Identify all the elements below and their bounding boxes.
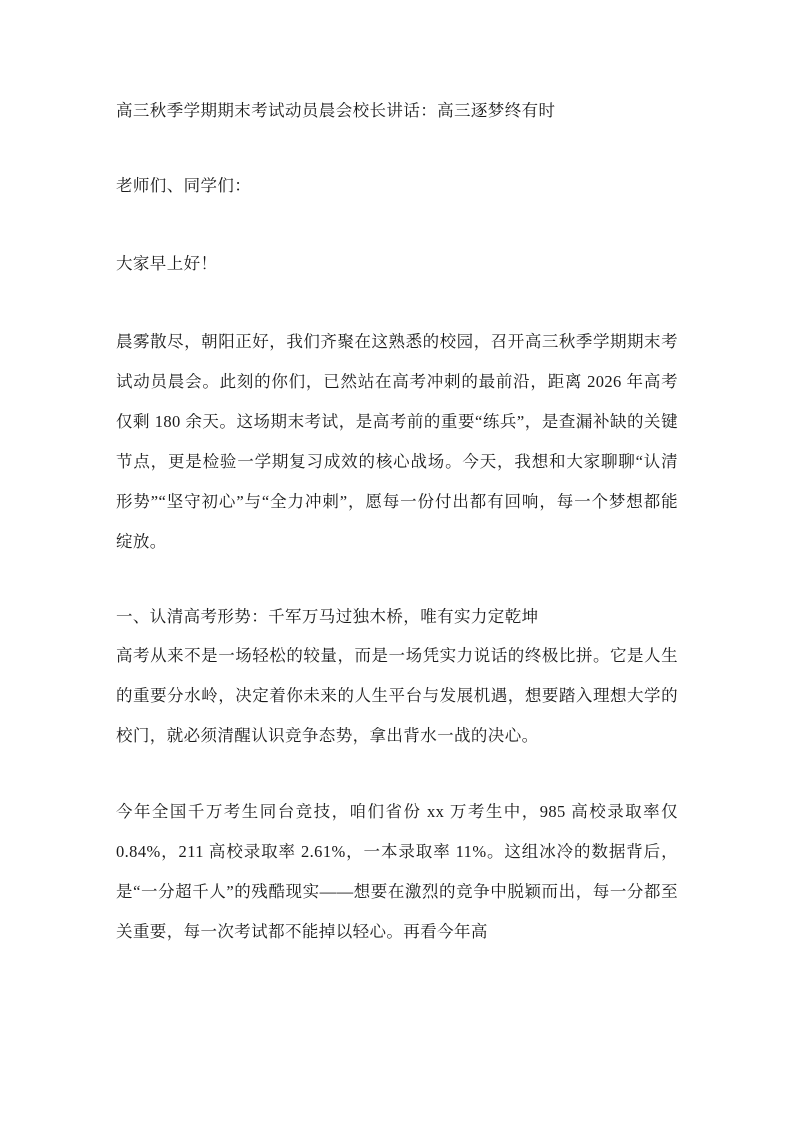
intro-paragraph: 晨雾散尽，朝阳正好，我们齐聚在这熟悉的校园，召开高三秋季学期期末考试动员晨会。此刻的你们，已然站在高考冲刺的最前沿，距离 2026 年高考仅剩 180 余天。这场期末考试，是高考前的重要“练兵”，是查漏补缺的关键节点，更是检验一学期复习成效的核心战场。今天，我想和大家聊聊“认清形势”“坚守初心”与“全力冲刺”，愿每一份付出都有回响，每一个梦想都能绽放。 [116, 332, 678, 551]
section-heading-1: 一、认清高考形势：千军万马过独木桥，唯有实力定乾坤 [116, 607, 539, 626]
section-1-paragraph-2: 今年全国千万考生同台竞技，咱们省份 xx 万考生中，985 高校录取率仅 0.84%，211 高校录取率 2.61%，一本录取率 11%。这组冰冷的数据背后，是“一分超千人”的残酷现实——想要在激烈的竞争中脱颖而出，每一分都至关重要，每一次考试都不能掉以轻心。再看今年高 [116, 802, 678, 941]
document-title: 高三秋季学期期末考试动员晨会校长讲话：高三逐梦终有时 [116, 101, 556, 120]
spacer [116, 126, 678, 166]
spacer [116, 206, 678, 244]
section-1-paragraph-1: 高考从来不是一场轻松的较量，而是一场凭实力说话的终极比拼。它是人生的重要分水岭，决定着你未来的人生平台与发展机遇，想要踏入理想大学的校门，就必须清醒认识竞争态势，拿出背水一战的决心。 [116, 646, 678, 745]
spacer [116, 756, 678, 792]
greeting: 大家早上好！ [116, 254, 218, 273]
spacer [116, 284, 678, 322]
salutation: 老师们、同学们： [116, 176, 252, 195]
spacer [116, 562, 678, 598]
document-body [116, 96, 678, 952]
